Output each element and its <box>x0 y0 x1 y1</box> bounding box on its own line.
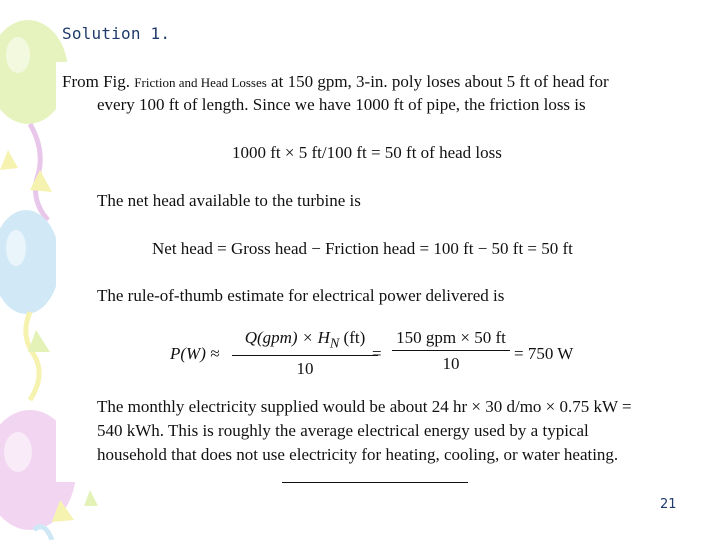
from-fig-text: From Fig. <box>62 72 131 91</box>
paragraph-line-7: household that does not use electricity for heating, cooling, or water heating. <box>97 445 619 464</box>
paragraph-line-2: every 100 ft of length. Since we have 1000 ft of pipe, the friction loss is <box>97 95 586 114</box>
paragraph-line-3: The net head available to the turbine is <box>97 191 361 210</box>
paragraph-line-6: 540 kWh. This is roughly the average electrical energy used by a typical <box>97 421 589 440</box>
paragraph-line-1 <box>62 70 609 94</box>
fraction-1-denominator: 10 <box>296 359 314 379</box>
equals-sign: = <box>372 344 382 363</box>
fraction-2-bar <box>392 350 510 351</box>
fraction-1-numerator: $Q(gpm) \times H_N$ (ft) <box>244 328 366 352</box>
fraction-substituted <box>392 328 510 374</box>
equation-net-head: Net head = Gross head − Friction head = 100 ft − 50 ft = 50 ft <box>152 239 573 258</box>
line-1-rest: at 150 gpm, 3-in. poly loses about 5 ft of head for <box>271 72 609 91</box>
equation-power-lhs: P(W) ≈ <box>170 344 220 363</box>
fraction-2-numerator: 150 gpm × 50 ft <box>396 328 506 347</box>
paragraph-line-5: The monthly electricity supplied would be about 24 hr × 30 d/mo × 0.75 kW = <box>97 397 632 416</box>
fraction-2-denominator: 10 <box>442 354 460 373</box>
figure-reference: Friction and Head Losses <box>134 75 267 90</box>
equation-power-result: = 750 W <box>514 344 574 363</box>
equation-friction-loss: 1000 ft × 5 ft/100 ft = 50 ft of head loss <box>232 143 502 162</box>
fraction-1-bar <box>232 355 378 356</box>
paragraph-line-4: The rule-of-thumb estimate for electrical power delivered is <box>97 286 505 305</box>
page-number: 21 <box>660 497 677 512</box>
solution-content <box>56 62 632 482</box>
slide-title: Solution 1. <box>62 24 171 43</box>
end-of-solution-rule <box>282 482 468 483</box>
fraction-rule-of-thumb <box>232 328 378 379</box>
